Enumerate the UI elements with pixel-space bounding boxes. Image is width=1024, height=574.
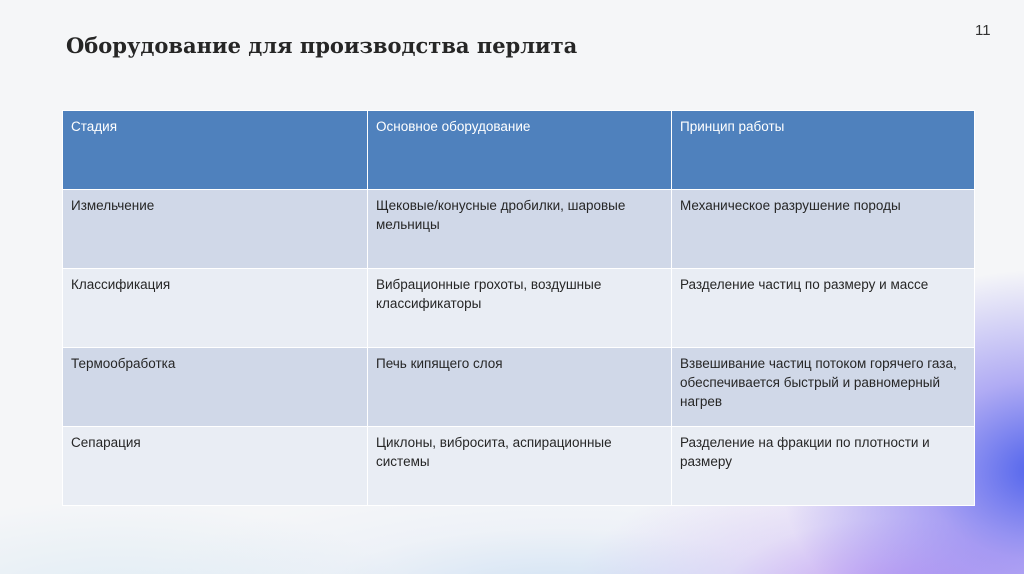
equipment-table — [62, 110, 975, 506]
page-number: 11 — [975, 22, 991, 39]
column-header-principle: Принцип работы — [672, 111, 975, 190]
cell-principle: Разделение на фракции по плотности и размеру — [672, 427, 975, 506]
table-row — [63, 269, 975, 348]
cell-stage: Сепарация — [63, 427, 368, 506]
table-row — [63, 348, 975, 427]
cell-equipment: Вибрационные грохоты, воздушные классификаторы — [368, 269, 672, 348]
column-header-stage: Стадия — [63, 111, 368, 190]
cell-principle: Взвешивание частиц потоком горячего газа, обеспечивается быстрый и равномерный нагрев — [672, 348, 975, 427]
cell-principle: Механическое разрушение породы — [672, 190, 975, 269]
cell-equipment: Печь кипящего слоя — [368, 348, 672, 427]
cell-principle: Разделение частиц по размеру и массе — [672, 269, 975, 348]
table-header-row — [63, 111, 975, 190]
cell-stage: Термообработка — [63, 348, 368, 427]
table-row — [63, 190, 975, 269]
slide-title: Оборудование для производства перлита — [66, 33, 578, 58]
cell-equipment: Циклоны, вибросита, аспирационные системы — [368, 427, 672, 506]
cell-stage: Измельчение — [63, 190, 368, 269]
cell-stage: Классификация — [63, 269, 368, 348]
cell-equipment: Щековые/конусные дробилки, шаровые мельницы — [368, 190, 672, 269]
column-header-equipment: Основное оборудование — [368, 111, 672, 190]
table-row — [63, 427, 975, 506]
